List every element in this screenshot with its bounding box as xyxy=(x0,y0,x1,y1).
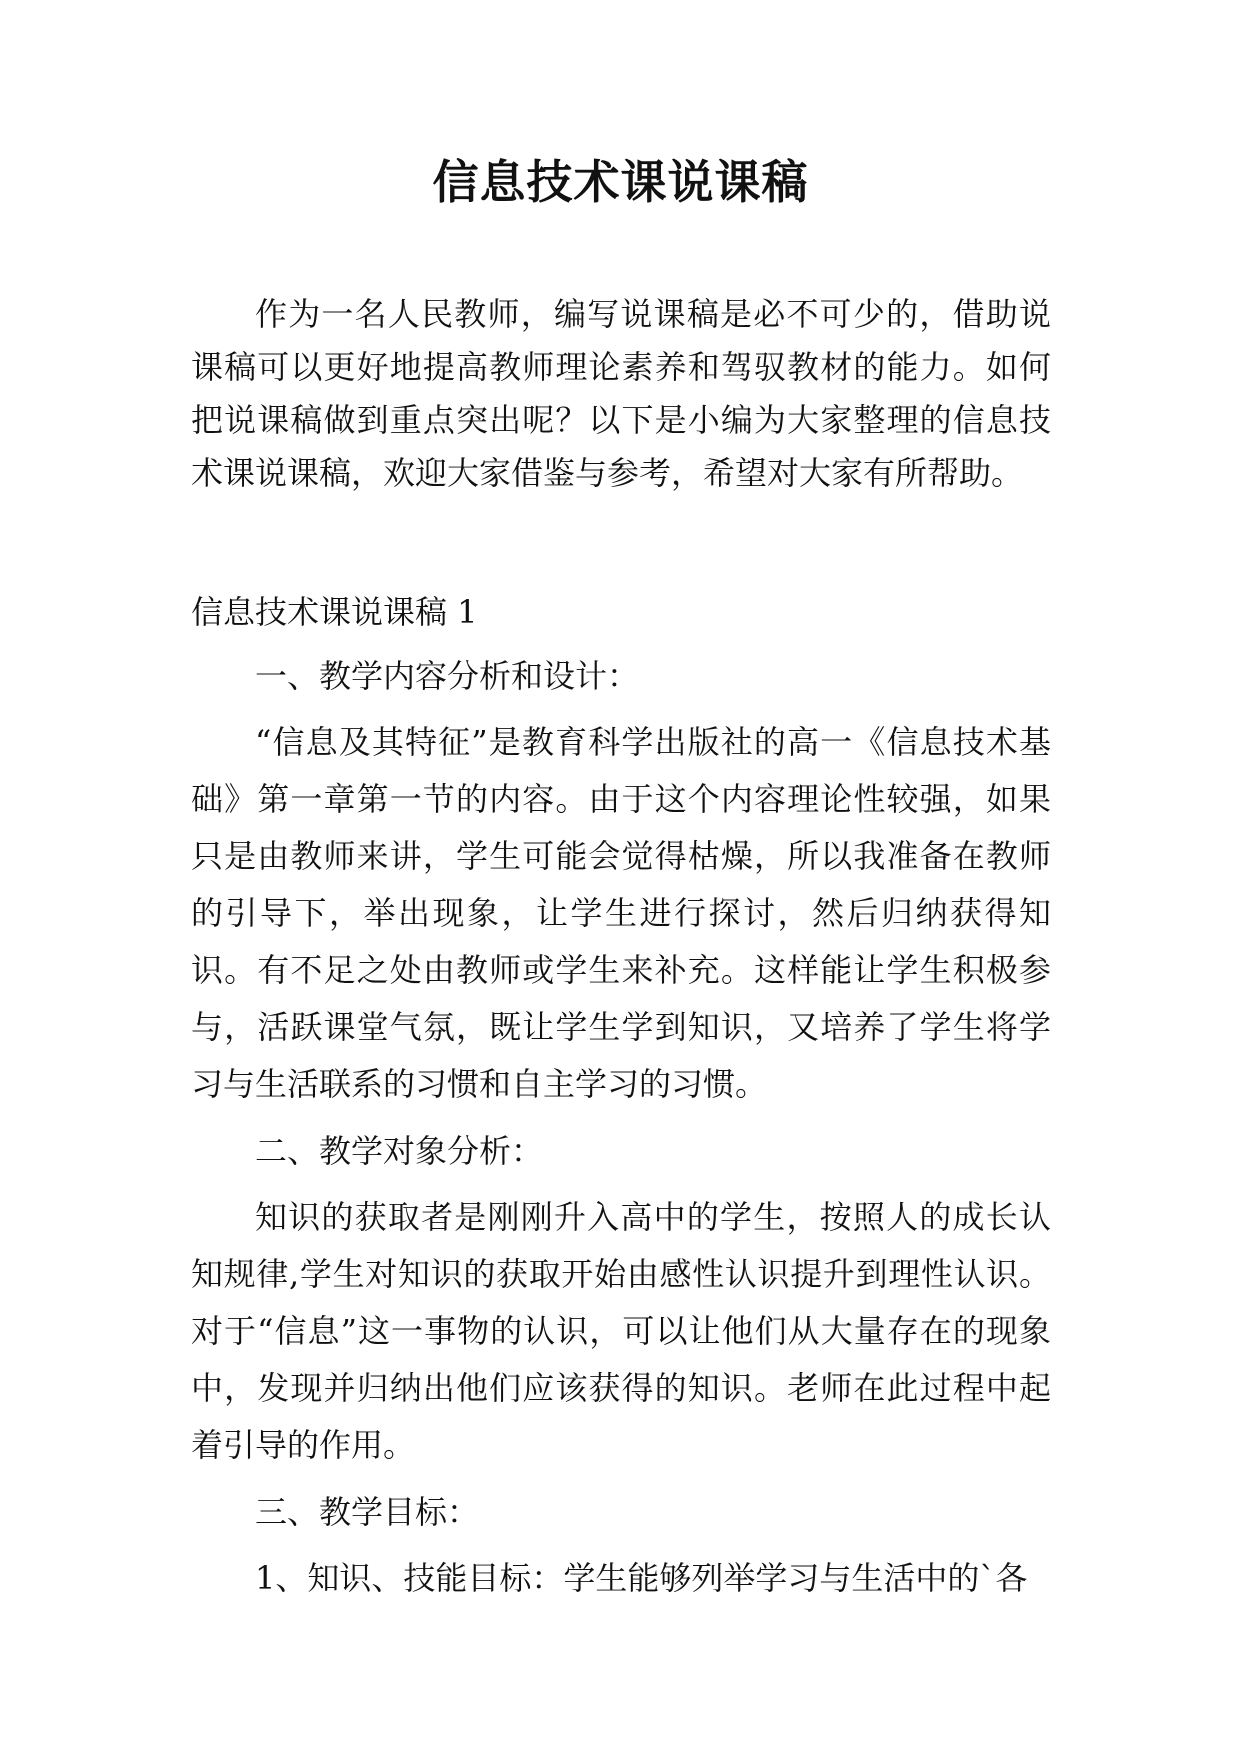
section-2-heading: 二、教学对象分析： xyxy=(255,1132,544,1170)
document-body xyxy=(191,586,1051,1619)
intro-paragraph: 作为一名人民教师，编写说课稿是必不可少的，借助说课稿可以更好地提高教师理论素养和驾驭教材的能力。如何把说课稿做到重点突出呢？以下是小编为大家整理的信息技术课说课稿，欢迎大家借鉴与参考，希望对大家有所帮助。 xyxy=(191,295,1051,492)
section-1-body: “信息及其特征”是教育科学出版社的高一《信息技术基础》第一章第一节的内容。由于这个内容理论性较强，如果只是由教师来讲，学生可能会觉得枯燥，所以我准备在教师的引导下，举出现象，让学生进行探讨，然后归纳获得知识。有不足之处由教师或学生来补充。这样能让学生积极参与，活跃课堂气氛，既让学生学到知识，又培养了学生将学习与生活联系的习惯和自主学习的习惯。 xyxy=(191,723,1051,1103)
section-subtitle: 信息技术课说课稿 1 xyxy=(191,593,478,631)
section-1-heading: 一、教学内容分析和设计： xyxy=(255,657,640,695)
section-3-item-1: 1、知识、技能目标：学生能够列举学习与生活中的`各 xyxy=(255,1559,1028,1597)
document-title: 信息技术课说课稿 xyxy=(432,155,809,209)
section-2-body: 知识的获取者是刚刚升入高中的学生，按照人的成长认知规律,学生对知识的获取开始由感性认识提升到理性认识。对于“信息”这一事物的认识，可以让他们从大量存在的现象中，发现并归纳出他们应该获得的知识。老师在此过程中起着引导的作用。 xyxy=(191,1198,1051,1464)
section-3-heading: 三、教学目标： xyxy=(255,1493,480,1531)
